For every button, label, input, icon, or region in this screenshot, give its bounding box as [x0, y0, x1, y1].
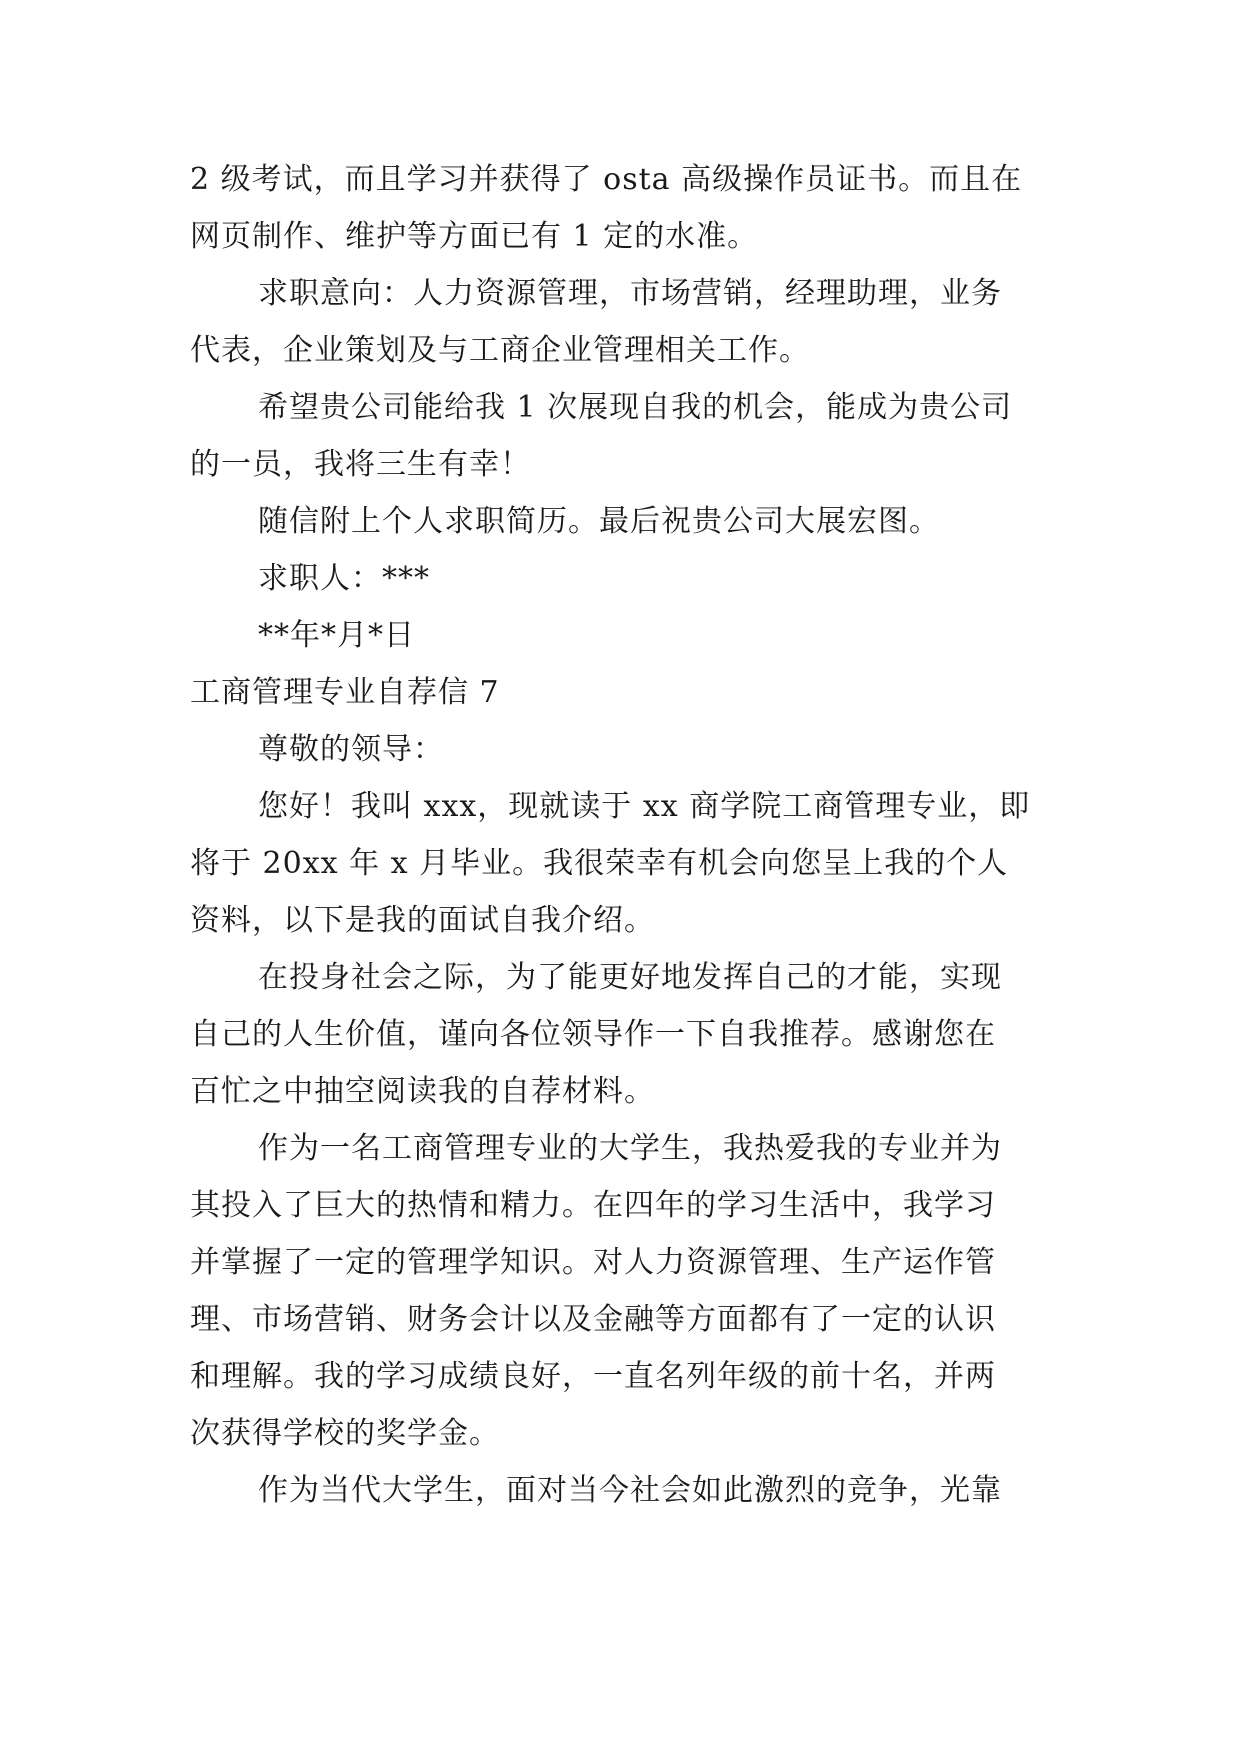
paragraph-line: 希望贵公司能给我 1 次展现自我的机会，能成为贵公司 — [258, 390, 1013, 425]
body-line: 自己的人生价值，谨向各位领导作一下自我推荐。感谢您在 — [190, 1017, 996, 1052]
date-line: **年*月*日 — [258, 618, 415, 653]
body-line: 的一员，我将三生有幸！ — [190, 447, 531, 482]
body-line: 网页制作、维护等方面已有 1 定的水准。 — [190, 219, 759, 254]
paragraph-line: 随信附上个人求职简历。最后祝贵公司大展宏图。 — [258, 504, 940, 539]
body-line: 2 级考试，而且学习并获得了 osta 高级操作员证书。而且在 — [190, 162, 1023, 197]
body-line: 其投入了巨大的热情和精力。在四年的学习生活中，我学习 — [190, 1188, 996, 1223]
paragraph-line: 作为一名工商管理专业的大学生，我热爱我的专业并为 — [258, 1131, 1002, 1166]
paragraph-line: 您好！我叫 xxx，现就读于 xx 商学院工商管理专业，即 — [258, 789, 1031, 824]
body-line: 代表，企业策划及与工商企业管理相关工作。 — [190, 333, 810, 368]
section-heading: 工商管理专业自荐信 7 — [190, 675, 500, 710]
body-line: 次获得学校的奖学金。 — [190, 1416, 500, 1451]
paragraph-line: 求职意向：人力资源管理，市场营销，经理助理，业务 — [258, 276, 1002, 311]
salutation-line: 尊敬的领导： — [258, 732, 444, 767]
paragraph-line: 在投身社会之际，为了能更好地发挥自己的才能，实现 — [258, 960, 1002, 995]
body-line: 资料，以下是我的面试自我介绍。 — [190, 903, 655, 938]
body-line: 理、市场营销、财务会计以及金融等方面都有了一定的认识 — [190, 1302, 996, 1337]
body-line: 并掌握了一定的管理学知识。对人力资源管理、生产运作管 — [190, 1245, 996, 1280]
body-line: 百忙之中抽空阅读我的自荐材料。 — [190, 1074, 655, 1109]
body-line: 将于 20xx 年 x 月毕业。我很荣幸有机会向您呈上我的个人 — [190, 846, 1009, 881]
paragraph-line: 作为当代大学生，面对当今社会如此激烈的竞争，光靠 — [258, 1473, 1002, 1508]
signature-line: 求职人：*** — [258, 561, 430, 596]
body-line: 和理解。我的学习成绩良好，一直名列年级的前十名，并两 — [190, 1359, 996, 1394]
